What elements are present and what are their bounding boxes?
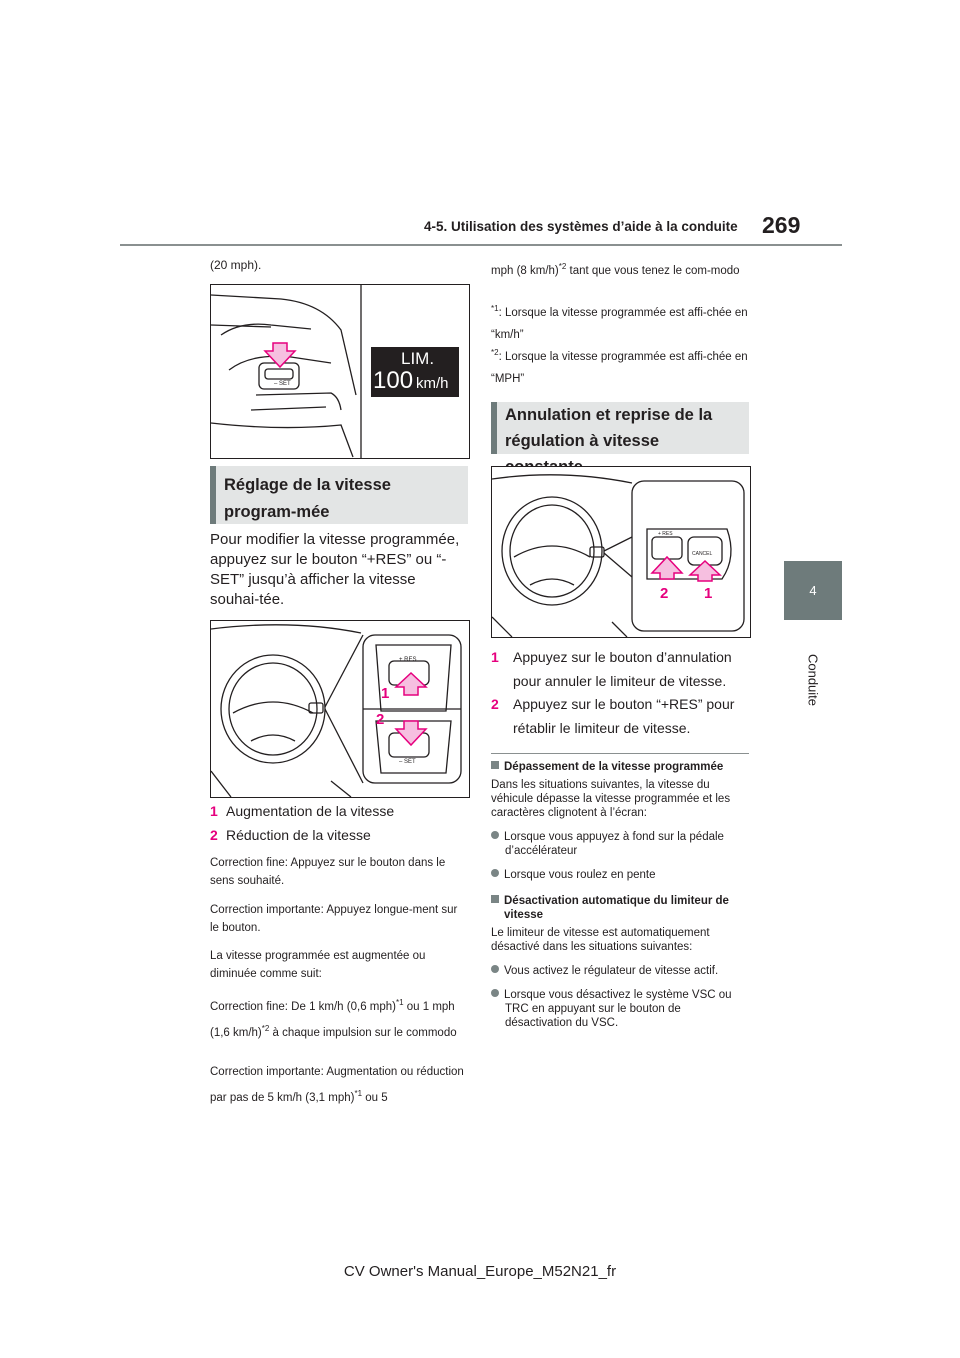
continued-line <box>491 256 749 282</box>
item-number: 1 <box>210 803 218 819</box>
figure-speed-limit-display <box>210 284 470 459</box>
callout-1: 1 <box>704 585 713 602</box>
list-item <box>491 692 749 740</box>
res-button-label: + RES <box>658 531 673 537</box>
bullet-text: Vous activez le régulateur de vitesse actif. <box>504 965 719 977</box>
text-part: ou 5 <box>362 1091 388 1104</box>
footnote-ref: *1 <box>396 998 404 1007</box>
cancel-button-label: CANCEL <box>692 551 713 557</box>
speed-unit: km/h <box>416 375 449 392</box>
footnote-mark: *2 <box>491 348 499 357</box>
callout-2: 2 <box>376 711 385 728</box>
bullet-text: Lorsque vous appuyez à fond sur la pédale d’accélérateur <box>504 831 724 857</box>
bullet-item <box>491 868 751 882</box>
item-number: 1 <box>491 649 499 665</box>
fine-correction-detail <box>210 992 468 1044</box>
square-bullet-icon <box>491 895 499 903</box>
sub-text: Le limiteur de vitesse est automatiquement désactivé dans les situations suivantes: <box>491 927 710 953</box>
round-bullet-icon <box>491 965 499 973</box>
sub-divider <box>491 753 749 754</box>
footnote-1 <box>491 298 749 346</box>
footnote-ref: *2 <box>558 262 567 271</box>
lim-label: LIM. <box>401 349 435 368</box>
text-part: à chaque impulsion sur le commodo <box>269 1026 457 1039</box>
text-part: tant que vous tenez le com-modo <box>566 264 740 277</box>
header-divider <box>120 244 842 246</box>
footnote-text: : Lorsque la vitesse programmée est affi-chée en “km/h” <box>491 306 748 341</box>
section-heading-bar <box>210 466 216 524</box>
footnote-2 <box>491 342 749 390</box>
res-button-label: + RES <box>399 657 417 663</box>
section-heading-text: Annulation et reprise de la régulation à vitesse <box>505 406 713 450</box>
note-major-correction: Correction importante: Appuyez longue-ment sur le bouton. <box>210 904 458 934</box>
steering-wheel-illustration <box>211 621 469 797</box>
round-bullet-icon <box>491 869 499 877</box>
note-fine-correction: Correction fine: Appuyez sur le bouton dans le sens souhaité. <box>210 857 446 887</box>
square-bullet-icon <box>491 761 499 769</box>
speed-value: 100 <box>373 367 414 394</box>
round-bullet-icon <box>491 831 499 839</box>
chapter-tab: 4 <box>784 561 842 620</box>
bullet-item <box>491 830 751 858</box>
section-heading-cancel-resume <box>491 402 749 454</box>
list-item <box>210 825 468 846</box>
page-number: 269 <box>762 212 801 238</box>
bullet-text: Lorsque vous roulez en pente <box>504 869 656 881</box>
footnote-ref: *1 <box>354 1089 363 1098</box>
figure-cancel-res-buttons <box>491 466 751 638</box>
sub-title <box>491 760 751 774</box>
major-correction-detail <box>210 1061 468 1109</box>
section-heading-bar <box>491 402 497 454</box>
footnote-mark: *1 <box>491 304 499 313</box>
set-button-label: – SET <box>274 381 291 387</box>
list-item <box>491 645 749 693</box>
bullet-item <box>491 988 751 1030</box>
section-heading-text: Réglage de la vitesse program-mée <box>224 476 391 521</box>
footnote-text: : Lorsque la vitesse programmée est affi-chée en “MPH” <box>491 350 748 385</box>
item-text: Réduction de la vitesse <box>226 827 371 843</box>
sub-title-text: Désactivation automatique du limiteur de vitesse <box>504 895 729 921</box>
footnote-ref: *2 <box>261 1023 270 1033</box>
steering-button-illustration <box>211 285 469 458</box>
running-header-title: 4-5. Utilisation des systèmes d’aide à la conduite <box>424 219 738 234</box>
section-heading-speed-setting <box>210 466 468 524</box>
item-number: 2 <box>491 696 499 712</box>
set-button-label-2: – SET <box>399 759 416 765</box>
text-part: ou 1 mph (1,6 km/h) <box>210 1000 455 1039</box>
footer-manual-id: CV Owner's Manual_Europe_M52N21_fr <box>343 1263 617 1280</box>
item-text: Appuyez sur le bouton “+RES” pour rétablir le limiteur de vitesse. <box>513 696 735 736</box>
note-increase-decrease: La vitesse programmée est augmentée ou diminuée comme suit: <box>210 950 426 980</box>
intro-line: (20 mph). <box>210 258 262 272</box>
item-text: Augmentation de la vitesse <box>226 803 395 819</box>
list-item <box>210 801 468 822</box>
chapter-label-text: Conduite <box>805 653 821 707</box>
figure-res-set-buttons <box>210 620 470 798</box>
item-number: 2 <box>210 827 218 843</box>
sub-section-overspeed <box>491 760 751 1030</box>
text-part: Correction fine: De 1 km/h (0,6 mph) <box>210 1000 396 1013</box>
bullet-item <box>491 964 751 978</box>
text-part: Correction importante: Augmentation ou réduction par pas de 5 km/h (3,1 mph) <box>210 1066 464 1104</box>
speed-setting-paragraph: Pour modifier la vitesse programmée, appuyez sur le bouton “+RES” ou “-SET” jusqu’à afficher la vitesse souhai-tée. <box>210 531 460 608</box>
chapter-side-label <box>784 620 842 740</box>
bullet-text: Lorsque vous désactivez le système VSC ou TRC en appuyant sur le bouton de désactivation du VSC. <box>504 989 732 1029</box>
text-part: mph (8 km/h) <box>491 264 559 277</box>
item-text: Appuyez sur le bouton d’annulation pour annuler le limiteur de vitesse. <box>513 649 732 689</box>
sub-text: Dans les situations suivantes, la vitesse du véhicule dépasse la vitesse programmée et les caractères clignotent à l’écran: <box>491 779 731 819</box>
round-bullet-icon <box>491 989 499 997</box>
sub-title <box>491 894 751 922</box>
callout-1: 1 <box>381 685 390 702</box>
sub-title-text: Dépassement de la vitesse programmée <box>504 761 724 773</box>
callout-2: 2 <box>660 585 669 602</box>
